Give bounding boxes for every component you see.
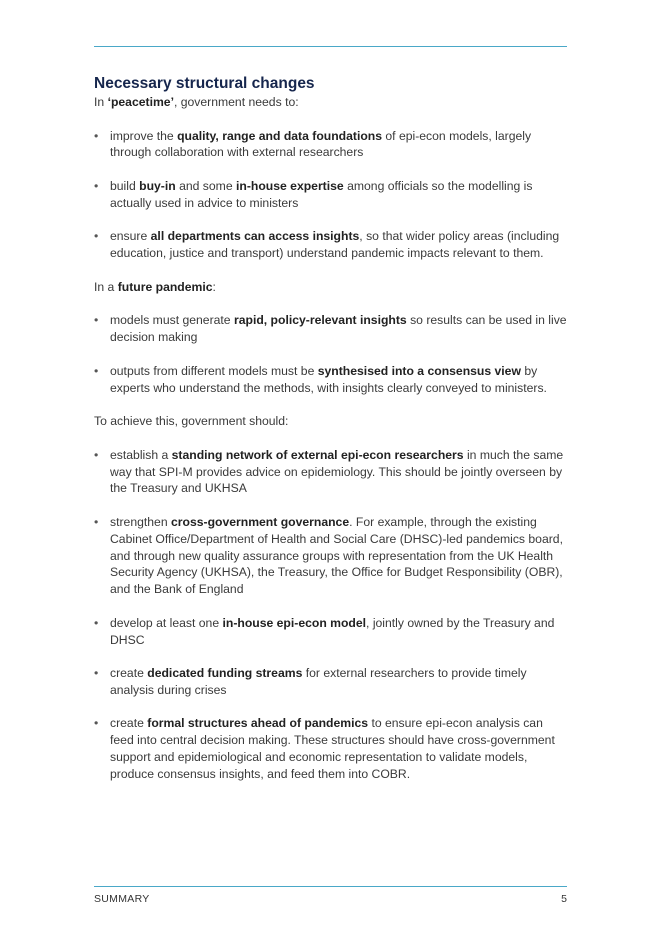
text: create [110, 716, 148, 731]
text: In a [94, 279, 118, 294]
text: . For example, through the existing Cabinet Office/Department of Health and Social Care (DHSC)-led pandemics board, and through new quality assurance groups with representation from the UK Health Security Agency (UKHSA), the Treasury, the Office for Budget Responsibility (OBR), and the Bank of England [110, 514, 563, 597]
emphasis: ‘peacetime’ [107, 95, 174, 109]
peacetime-list [94, 128, 569, 262]
text: to ensure epi-econ analysis can feed into central decision making. These structures should have cross-government support and epidemiological and economic representation to validate models, produce consensus insights, and feed them into COBR. [110, 716, 555, 781]
text: of epi-econ models, largely through collaboration with external researchers [110, 128, 532, 160]
text: , jointly owned by the Treasury and DHSC [110, 615, 555, 647]
intro-achieve: To achieve this, government should: [94, 414, 289, 429]
future-pandemic-list [94, 312, 569, 396]
list-item [94, 665, 569, 699]
emphasis: formal structures ahead of pandemics [147, 716, 369, 731]
list-item [94, 514, 569, 598]
text: in much the same way that SPI-M provides advice on epidemiology. This should be jointly overseen by the Treasury and UKHSA [110, 447, 564, 496]
list-item [94, 715, 569, 782]
emphasis: standing network of external epi-econ researchers [171, 447, 464, 462]
page-title: Necessary structural changes [94, 75, 315, 92]
text: by experts who understand the methods, with insights clearly conveyed to ministers. [110, 363, 547, 395]
actions-list [94, 447, 569, 783]
text: ensure [110, 229, 151, 244]
text: establish a [110, 447, 172, 462]
text: , so that wider policy areas (including education, justice and transport) understand pandemic impacts relevant to them. [110, 229, 560, 261]
text: develop at least one [110, 615, 223, 630]
intro-peacetime [94, 94, 569, 111]
text: and some [175, 178, 236, 193]
emphasis: dedicated funding streams [147, 666, 303, 681]
emphasis: synthesised into a consensus view [317, 363, 521, 378]
list-item [94, 228, 569, 262]
main-content [94, 74, 569, 783]
text: strengthen [110, 514, 171, 529]
text: for external researchers to provide timely analysis during crises [110, 666, 527, 697]
text: build [110, 178, 140, 193]
list-item [94, 312, 569, 346]
text: create [110, 666, 148, 681]
emphasis: quality, range and data foundations [177, 128, 383, 143]
text: : [212, 279, 216, 294]
list-item [94, 363, 569, 397]
intro-future-pandemic [94, 279, 569, 296]
emphasis: future pandemic [117, 279, 213, 294]
text: models must generate [110, 313, 234, 328]
text: , government needs to: [173, 95, 299, 109]
text: improve the [110, 128, 178, 143]
emphasis: buy-in [139, 178, 176, 193]
text: so results can be used in live decision making [110, 313, 567, 345]
list-item [94, 447, 569, 497]
list-item [94, 178, 569, 212]
list-item [94, 128, 569, 162]
emphasis: in-house expertise [236, 178, 344, 193]
text: among officials so the modelling is actually used in advice to ministers [110, 178, 533, 210]
footer-section-label: SUMMARY [94, 893, 150, 905]
emphasis: all departments can access insights [150, 229, 360, 244]
emphasis: cross-government governance [170, 514, 350, 529]
list-item [94, 615, 569, 649]
emphasis: rapid, policy-relevant insights [233, 313, 407, 328]
text: In [94, 95, 108, 109]
page-number: 5 [561, 893, 567, 905]
text: outputs from different models must be [110, 363, 318, 378]
header-rule [94, 46, 567, 47]
footer-rule [94, 886, 567, 887]
emphasis: in-house epi-econ model [222, 615, 367, 630]
